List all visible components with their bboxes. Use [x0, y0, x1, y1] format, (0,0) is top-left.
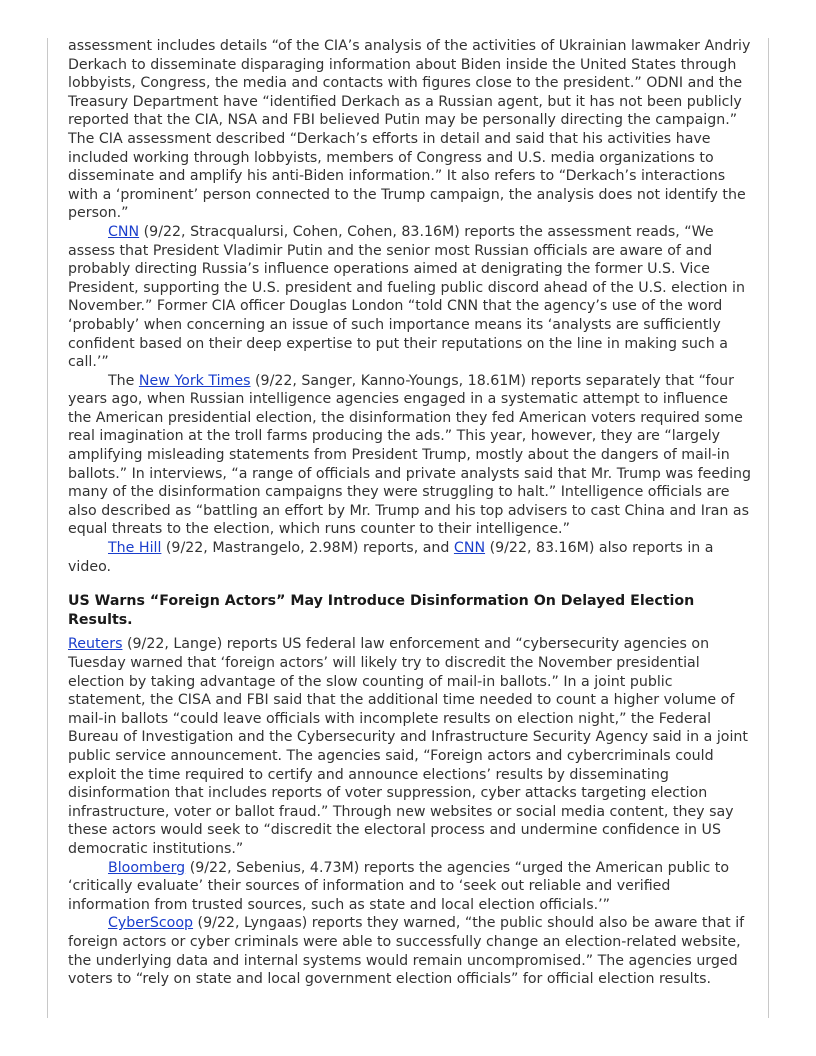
paragraph-text: (9/22, 83.16M) also reports in a video.: [68, 540, 714, 575]
paragraph-text: (9/22, Lange) reports US federal law enforcement and “cybersecurity agencies on Tuesday warned that ‘foreign actors’ will likely try to discredit the November presidential election by taking advantage of the slow counting of mail-in ballots.” In a joint public statement, the CISA and FBI said that the additional time needed to count a higher volume of mail-in ballots “could leave officials with incomplete results on election night,” the Federal Bureau of Investigation and the Cybersecurity and Infrastructure Security Agency said in a joint public service announcement. The agencies said, “Foreign actors and cybercriminals could exploit the time required to certify and announce elections’ results by disseminating disinformation that includes reports of voter suppression, cyber attacks targeting election infrastructure, voter or ballot fraud.” Through new websites or social media content, they say these actors would seek to “discredit the electoral process and undermine confidence in US democratic institutions.”: [68, 636, 748, 857]
paragraph-lead: The: [108, 372, 139, 389]
paragraph-text: (9/22, Mastrangelo, 2.98M) reports, and: [161, 540, 454, 557]
paragraph-text: (9/22, Lyngaas) reports they warned, “the public should also be aware that if foreign actors or cyber criminals were able to successfully change an election-related website, the underlying data and internal systems would remain uncompromised.” The agencies urged voters to “rely on state and local government election officials” for official election results.: [68, 915, 745, 988]
paragraph-reuters: [68, 635, 752, 858]
article-heading: US Warns “Foreign Actors” May Introduce Disinformation On Delayed Election Results.: [68, 593, 695, 628]
reuters-link[interactable]: Reuters: [68, 636, 123, 653]
cyberscoop-link[interactable]: CyberScoop: [108, 915, 194, 932]
paragraph-text: (9/22, Sebenius, 4.73M) reports the agencies “urged the American public to ‘critically evaluate’ their sources of information and to ‘seek out reliable and verified information from trusted sources, such as state and local election officials.’”: [68, 859, 730, 913]
paragraph-bloomberg: [68, 859, 752, 915]
paragraph-cyberscoop: [68, 914, 752, 988]
cnn-link[interactable]: CNN: [108, 223, 140, 240]
document-body: [68, 37, 752, 989]
right-margin-rule: [768, 38, 769, 1018]
new-york-times-link[interactable]: New York Times: [138, 372, 251, 389]
paragraph-derkach: assessment includes details “of the CIA’s analysis of the activities of Ukrainian lawmaker Andriy Derkach to disseminate disparaging information about Biden inside the United States through lobbyists, Congress, the media and contacts with figures close to the president.” ODNI and the Treasury Department have “identified Derkach as a Russian agent, but it has not been publicly reported that the CIA, NSA and FBI believed Putin may be personally directing the campaign.” The CIA assessment described “Derkach’s efforts in detail and said that his activities have included working through lobbyists, members of Congress and U.S. media organizations to disseminate and amplify his anti-Biden information.” It also refers to “Derkach’s interactions with a ‘prominent’ person connected to the Trump campaign, the analysis does not identify the person.”: [68, 38, 751, 222]
left-margin-rule: [47, 38, 48, 1018]
paragraph-the-hill: [68, 539, 752, 576]
cnn-video-link[interactable]: CNN: [453, 540, 486, 557]
the-hill-link[interactable]: The Hill: [108, 540, 162, 557]
paragraph-cnn: [68, 223, 752, 372]
bloomberg-link[interactable]: Bloomberg: [108, 859, 186, 876]
paragraph-text: (9/22, Stracqualursi, Cohen, Cohen, 83.16M) reports the assessment reads, “We assess that President Vladimir Putin and the senior most Russian officials are aware of and probably directing Russia’s influence operations aimed at denigrating the former U.S. Vice President, supporting the U.S. president and fueling public discord ahead of the U.S. election in November.” Former CIA officer Douglas London “told CNN that the agency’s use of the word ‘probably’ when concerning an issue of such importance means its ‘analysts are sufficiently confident based on their deep expertise to put their reputations on the line in making such a call.’”: [68, 223, 745, 371]
paragraph-nyt: [68, 372, 752, 539]
paragraph-text: (9/22, Sanger, Kanno-Youngs, 18.61M) reports separately that “four years ago, when Russian intelligence agencies engaged in a systematic attempt to influence the American presidential election, the disinformation they fed American voters required some real imagination at the troll farms producing the ads.” This year, however, they are “largely amplifying misleading statements from President Trump, mostly about the dangers of mail-in ballots.” In interviews, “a range of officials and private analysts said that Mr. Trump was feeding many of the disinformation campaigns they were struggling to halt.” Intelligence officials are also described as “battling an effort by Mr. Trump and his top advisers to cast China and Iran as equal threats to the election, which runs counter to their intelligence.”: [68, 372, 752, 538]
